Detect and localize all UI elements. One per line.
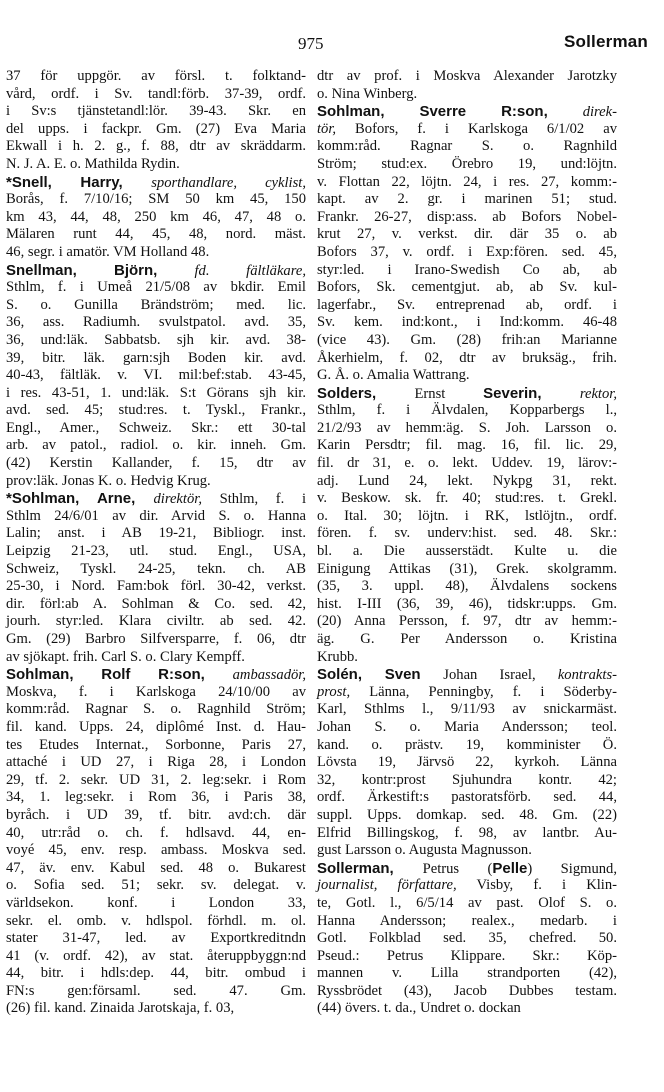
text-line xyxy=(6,596,306,614)
text-line xyxy=(6,543,306,561)
text-line xyxy=(317,983,617,1001)
text-segment: 40, utr:råd o. ch. f. hdlsavd. 44, en- xyxy=(6,824,306,841)
text-segment: Mälaren runt 44, 45, 48, nord. mäst. xyxy=(6,226,306,243)
text-line xyxy=(6,191,306,209)
text-segment: ) Sigmund, xyxy=(527,860,618,877)
text-line xyxy=(6,772,306,790)
text-segment: Johan S. o. Maria Andersson; teol. xyxy=(317,718,617,735)
text-segment: 39, bitr. läk. garn:sjh Boden kir. avd. xyxy=(6,349,306,366)
text-segment: v. Flottan 22, löjtn. 24, i res. 27, komm:- xyxy=(317,173,617,190)
text-segment: direk- xyxy=(582,104,617,121)
text-segment: gust Larsson o. Augusta Magnusson. xyxy=(317,842,532,859)
text-line xyxy=(6,420,306,438)
text-line xyxy=(317,596,617,614)
entry-name: *Snell, Harry, xyxy=(6,173,152,191)
text-line xyxy=(317,825,617,843)
text-line xyxy=(6,314,306,332)
text-line xyxy=(317,174,617,192)
text-line xyxy=(317,666,617,684)
text-segment: komm:råd. Ragnar S. o. Ragnhild Ström; xyxy=(6,701,306,718)
text-segment: Gm. (29) Barbro Silfversparre, f. 06, dtr xyxy=(6,631,306,647)
text-line xyxy=(6,244,306,262)
text-line xyxy=(6,86,306,104)
text-line xyxy=(317,402,617,420)
text-segment: äg. G. Per Andersson o. Kristina xyxy=(317,631,617,647)
text-segment: direktör, xyxy=(153,491,202,508)
text-line xyxy=(317,473,617,491)
text-line xyxy=(317,437,617,455)
text-segment: 41 (v. ordf. 42), av stat. återuppbyggn:nd xyxy=(6,947,306,964)
text-line xyxy=(317,156,617,174)
text-line xyxy=(6,649,306,667)
text-line xyxy=(317,350,617,368)
text-line xyxy=(317,631,617,649)
text-line xyxy=(317,332,617,350)
text-line xyxy=(6,983,306,1001)
text-line xyxy=(317,367,617,385)
text-line xyxy=(6,350,306,368)
text-segment: Borås, f. 7/10/16; SM 50 km 45, 150 xyxy=(6,191,306,208)
text-segment: te, Gotl. l., 6/5/14 av past. Olof S. o. xyxy=(317,894,617,911)
text-line xyxy=(317,948,617,966)
text-line xyxy=(6,666,306,684)
text-segment: Sthlm, f. i Älvdalen, Kopparbergs l., xyxy=(317,402,617,419)
entry-name: Sollerman, xyxy=(317,859,423,877)
text-segment: Sv. kem. ind:kont., i Ind:komm. 46-48 xyxy=(317,314,617,331)
text-line xyxy=(317,121,617,139)
text-line xyxy=(317,789,617,807)
text-segment: avd. sed. 45; stud:res. t. Tyskl., Frankr., xyxy=(6,402,306,419)
text-segment: Karl, Sthlms l., 9/11/93 av snickarmäst. xyxy=(317,701,617,718)
text-segment: (42) Kerstin Kallander, f. 15, dtr av xyxy=(6,455,306,472)
text-line xyxy=(317,1000,617,1018)
text-line xyxy=(317,561,617,579)
text-line xyxy=(317,965,617,983)
text-line xyxy=(6,842,306,860)
text-segment: 36, ass. Radiumh. svulstpatol. avd. 35, xyxy=(6,314,306,331)
text-segment: S. o. Gunilla Brändström; med. lic. xyxy=(6,296,306,313)
text-line xyxy=(6,701,306,719)
text-line xyxy=(6,860,306,878)
text-segment: tör, xyxy=(317,120,337,137)
text-segment: 29, tf. 2. sekr. UD 31, 2. leg:sekr. i Rom xyxy=(6,771,306,788)
text-segment: Frankr. 26-27, disp:ass. ab Bofors Nobel- xyxy=(317,208,617,225)
text-segment: Krubb. xyxy=(317,648,358,665)
text-segment: i Sv:s tjänstetandl:lör. 39-43. Skr. en xyxy=(6,103,306,120)
text-line xyxy=(6,473,306,491)
text-segment: världsekon. konf. i London 33, xyxy=(6,894,306,911)
text-segment: stater 31-47, led. av Exportkreditndn xyxy=(6,930,306,947)
entry-name: Snellman, Björn, xyxy=(6,261,195,279)
text-segment: 47, äv. env. Kabul sed. 48 o. Bukarest xyxy=(6,859,306,876)
text-segment: del upps. i fackpr. Gm. (27) Eva Maria xyxy=(6,120,306,137)
text-segment: Gotl. Folkblad sed. 35, chefred. 50. xyxy=(317,930,617,947)
text-segment: fören. f. sv. underv:hist. sed. 48. Skr.: xyxy=(317,525,617,542)
text-segment: Ström; stud:ex. Örebro 19, und:löjtn. xyxy=(317,155,617,172)
text-segment: Johan Israel, xyxy=(443,667,558,684)
text-segment: bl. a. Die ausserstädt. Kulte u. die xyxy=(317,543,617,560)
text-segment: fil. kand. Upps. 24, diplômé Inst. d. Hau- xyxy=(6,718,306,735)
text-segment: prov:läk. Jonas K. o. Hedvig Krug. xyxy=(6,472,211,489)
entry-name: *Sohlman, Arne, xyxy=(6,490,154,508)
text-segment: lagerfabr., Sv. entreprenad ab, ordf. i xyxy=(317,296,617,313)
right-column xyxy=(317,68,617,1018)
text-segment: Engl., Amer., Schweiz. Skr.: ett 30-tal xyxy=(6,419,306,436)
text-segment: Bofors, f. i Karlskoga 6/1/02 av xyxy=(336,120,617,137)
text-segment: kontrakts- xyxy=(557,667,617,684)
text-segment: 25-30, i Nord. Fam:bok förl. 30-42, verkst. xyxy=(6,578,306,595)
text-segment: 21/2/93 av hemm:äg. S. Joh. Larsson o. xyxy=(317,419,617,436)
text-line xyxy=(317,807,617,825)
text-segment: Einigung Attikas (31), Grek. skolgramm. xyxy=(317,560,617,577)
text-line xyxy=(6,930,306,948)
text-segment: byråch. i UD 39, tf. bitr. avd:ch. där xyxy=(6,806,306,823)
text-segment: o. Nina Winberg. xyxy=(317,85,418,102)
text-segment: 32, kontr:prost Sjuhundra kontr. 42; xyxy=(317,771,617,788)
text-line xyxy=(317,420,617,438)
text-line xyxy=(6,965,306,983)
text-line xyxy=(6,948,306,966)
text-line xyxy=(6,209,306,227)
text-line xyxy=(317,842,617,860)
text-line xyxy=(317,508,617,526)
text-segment: hist. I-III (36, 39, 46), tidskr:upps. Gm. xyxy=(317,595,617,612)
text-segment: journalist, författare, xyxy=(317,877,457,894)
text-line xyxy=(6,262,306,280)
text-segment: Sthlm, f. i xyxy=(201,491,307,508)
text-line xyxy=(6,103,306,121)
text-line xyxy=(6,913,306,931)
page-number: 975 xyxy=(298,34,324,53)
left-column xyxy=(6,68,306,1018)
text-line xyxy=(317,314,617,332)
text-segment: suppl. Upps. domkap. sed. 48. Gm. (22) xyxy=(317,806,617,823)
text-segment: (26) fil. kand. Zinaida Jarotskaja, f. 03, xyxy=(6,1000,235,1017)
text-line xyxy=(317,68,617,86)
text-segment: Sthlm, f. i Umeå 21/5/08 av bkdir. Emil xyxy=(6,279,306,296)
text-line xyxy=(6,297,306,315)
text-segment: Karin Persdtr; fil. mag. 16, fil. lic. 29, xyxy=(317,437,617,454)
text-line xyxy=(6,561,306,579)
text-line xyxy=(6,613,306,631)
text-line xyxy=(6,684,306,702)
text-line xyxy=(317,297,617,315)
page-header xyxy=(0,30,664,56)
text-line xyxy=(317,772,617,790)
text-line xyxy=(6,490,306,508)
text-segment: N. J. A. E. o. Mathilda Rydin. xyxy=(6,155,180,172)
text-line xyxy=(6,754,306,772)
text-line xyxy=(6,825,306,843)
text-segment: 44, bitr. i hdls:dep. 44, bitr. ombud i xyxy=(6,965,306,982)
text-segment: (35, 3. uppl. 48), Älvdalens sockens xyxy=(317,578,617,595)
text-line xyxy=(317,913,617,931)
text-segment: Elfrid Billingskog, f. 98, av lantbr. Au- xyxy=(317,824,617,841)
text-segment: i res. 43-51, 1. und:läk. S:t Görans sjh kir. xyxy=(6,384,306,401)
text-line xyxy=(317,613,617,631)
text-line xyxy=(6,68,306,86)
text-line xyxy=(6,578,306,596)
text-segment: vård, ordf. i Sv. tandl:förb. 37-39, ordf. xyxy=(6,85,306,102)
text-line xyxy=(317,684,617,702)
text-segment: Petrus ( xyxy=(422,860,493,877)
text-segment: 46, segr. i amatör. VM Holland 48. xyxy=(6,243,210,260)
text-segment: 37 för uppgör. av försl. t. folktand- xyxy=(6,68,306,84)
text-segment: fil. dr 31, e. o. lekt. Uddev. 19, lärov:- xyxy=(317,455,617,472)
text-line xyxy=(317,860,617,878)
text-segment: komm:råd. Ragnar S. o. Ragnhild xyxy=(317,138,617,155)
text-segment: kand. o. prästv. 19, komminister Ö. xyxy=(317,736,617,753)
text-segment: o. Ital. 30; löjtn. i RK, lstlöjtn., ordf. xyxy=(317,507,617,524)
text-line xyxy=(6,719,306,737)
text-line xyxy=(317,191,617,209)
text-line xyxy=(6,1000,306,1018)
entry-name: Solén, Sven xyxy=(317,666,444,684)
text-line xyxy=(317,209,617,227)
text-line xyxy=(6,174,306,192)
text-segment: voyé 45, env. resp. ambass. Moskva sed. xyxy=(6,842,306,859)
text-line xyxy=(6,807,306,825)
text-segment: FN:s gen:församl. sed. 47. Gm. xyxy=(6,982,306,999)
text-line xyxy=(6,895,306,913)
text-segment: sporthandlare, cyklist, xyxy=(151,174,306,191)
text-segment: krut 27, v. verkst. dir. där 35 o. ab xyxy=(317,226,617,243)
text-line xyxy=(317,895,617,913)
text-segment: styr:led. i Irano-Swedish Co ab, ab xyxy=(317,261,617,278)
text-segment: 36, und:läk. Sabbatsb. sjh kir. avd. 38- xyxy=(6,331,306,348)
text-segment: Lalin; anst. i AB 19-21, Bibliogr. inst. xyxy=(6,525,306,542)
text-segment: Schweiz, Tyskl. 24-25, tekn. ch. AB xyxy=(6,560,306,577)
text-line xyxy=(6,226,306,244)
text-line xyxy=(6,156,306,174)
text-line xyxy=(317,262,617,280)
text-segment: Hanna Andersson; realex., medarb. i xyxy=(317,912,617,929)
text-segment: fd. fältläkare, xyxy=(194,262,306,279)
text-segment: jourh. styr:led. Klara civiltr. ab sed. 42. xyxy=(6,613,306,630)
text-segment: Sthlm 24/6/01 av dir. Arvid S. o. Hanna xyxy=(6,507,306,524)
text-segment: (vice 43). Gm. (28) frih:an Marianne xyxy=(317,331,617,348)
entry-name: Severin, xyxy=(483,384,580,402)
text-segment: arb. av patol., radiol. o. kir. inneh. Gm. xyxy=(6,437,306,454)
text-line xyxy=(317,737,617,755)
text-line xyxy=(317,103,617,121)
text-segment: Bofors 37, v. ordf. i Exp:fören. sed. 45, xyxy=(317,243,617,260)
text-line xyxy=(6,737,306,755)
text-line xyxy=(317,719,617,737)
text-line xyxy=(317,930,617,948)
text-line xyxy=(317,490,617,508)
text-line xyxy=(317,877,617,895)
text-segment: (20) Anna Persson, f. 97, dtr av hemm:- xyxy=(317,613,617,630)
text-segment: kapt. av 2. gr. i marinen 51; stud. xyxy=(317,191,617,208)
text-line xyxy=(317,279,617,297)
text-segment: prost, xyxy=(317,683,351,700)
text-segment: Ryssbrödet (43), Jacob Dubbes testam. xyxy=(317,982,617,999)
entry-name: Pelle xyxy=(492,859,528,877)
text-line xyxy=(6,508,306,526)
text-line xyxy=(317,754,617,772)
text-segment: G. Å. o. Amalia Wattrang. xyxy=(317,367,470,384)
text-line xyxy=(6,437,306,455)
text-line xyxy=(317,701,617,719)
text-line xyxy=(317,138,617,156)
text-line xyxy=(317,244,617,262)
text-segment: o. Sofia sed. 51; sekr. sv. delegat. v. xyxy=(6,877,306,894)
text-segment: dir. förl:ab A. Sohlman & Co. sed. 42, xyxy=(6,595,306,612)
text-line xyxy=(317,455,617,473)
text-segment: km 43, 44, 48, 250 km 46, 47, 48 o. xyxy=(6,208,306,225)
text-line xyxy=(317,525,617,543)
text-segment: Länna, Penningby, f. i Söderby- xyxy=(350,683,617,700)
text-line xyxy=(6,789,306,807)
running-head: Sollerman xyxy=(564,32,648,51)
text-line xyxy=(6,402,306,420)
text-line xyxy=(6,279,306,297)
text-segment: sekr. el. omb. v. hdlspol. förhdl. m. ol. xyxy=(6,912,306,929)
text-line xyxy=(6,332,306,350)
text-line xyxy=(317,578,617,596)
text-line xyxy=(317,86,617,104)
text-segment: Visby, f. i Klin- xyxy=(456,877,618,894)
text-segment: rektor, xyxy=(579,385,617,402)
text-line xyxy=(6,367,306,385)
text-line xyxy=(6,385,306,403)
text-segment: Lövsta 19, Järvsö 22, kyrkoh. Länna xyxy=(317,754,617,771)
text-line xyxy=(6,877,306,895)
text-segment: Ekwall i h. 2. g., f. 88, dtr av skräddarm. xyxy=(6,138,306,155)
text-segment: attaché i UD 27, i Riga 28, i London xyxy=(6,754,306,771)
text-line xyxy=(6,138,306,156)
text-segment: ordf. Ärkestift:s pastoratsförb. sed. 44, xyxy=(317,789,617,806)
text-line xyxy=(317,543,617,561)
text-line xyxy=(317,649,617,667)
text-segment: v. Beskow. sk. fr. 40; stud:res. t. Grekl. xyxy=(317,490,617,507)
text-segment: Bofors, Sk. cementgjut. ab, ab Sv. kul- xyxy=(317,279,617,296)
text-line xyxy=(6,455,306,473)
text-segment: dtr av prof. i Moskva Alexander Jarotzky xyxy=(317,68,617,84)
text-segment: Moskva, f. i Karlskoga 24/10/00 av xyxy=(6,683,306,700)
entry-name: Solders, xyxy=(317,384,415,402)
text-segment: av sjökapt. frih. Carl S. o. Clary Kempff. xyxy=(6,648,245,665)
text-line xyxy=(6,631,306,649)
entry-name: Sohlman, Rolf R:son, xyxy=(6,666,233,684)
text-segment: tes Etudes Internat., Sorbonne, Paris 27, xyxy=(6,736,306,753)
text-line xyxy=(6,121,306,139)
text-line xyxy=(317,385,617,403)
text-segment: Åkerhielm, f. 02, dtr av bruksäg., frih. xyxy=(317,349,617,366)
text-segment: 40-43, fältläk. v. VI. mil:bef:stab. 43-45, xyxy=(6,367,306,384)
entry-name: Sohlman, Sverre R:son, xyxy=(317,103,583,121)
text-segment: 34, 1. leg:sekr. i Rom 36, i Paris 38, xyxy=(6,789,306,806)
text-segment: Pseud.: Petrus Klippare. Skr.: Köp- xyxy=(317,947,617,964)
text-segment: (44) övers. t. da., Undret o. dockan xyxy=(317,1000,521,1017)
text-line xyxy=(6,525,306,543)
text-segment: mannen v. Lilla strandporten (42), xyxy=(317,965,617,982)
text-segment: Leipzig 21-23, utl. stud. Engl., USA, xyxy=(6,543,306,560)
text-segment: Ernst xyxy=(414,385,484,402)
text-segment: ambassadör, xyxy=(232,667,306,684)
text-line xyxy=(317,226,617,244)
text-segment: adj. Lund 24, lekt. Nykpg 31, rekt. xyxy=(317,472,617,489)
